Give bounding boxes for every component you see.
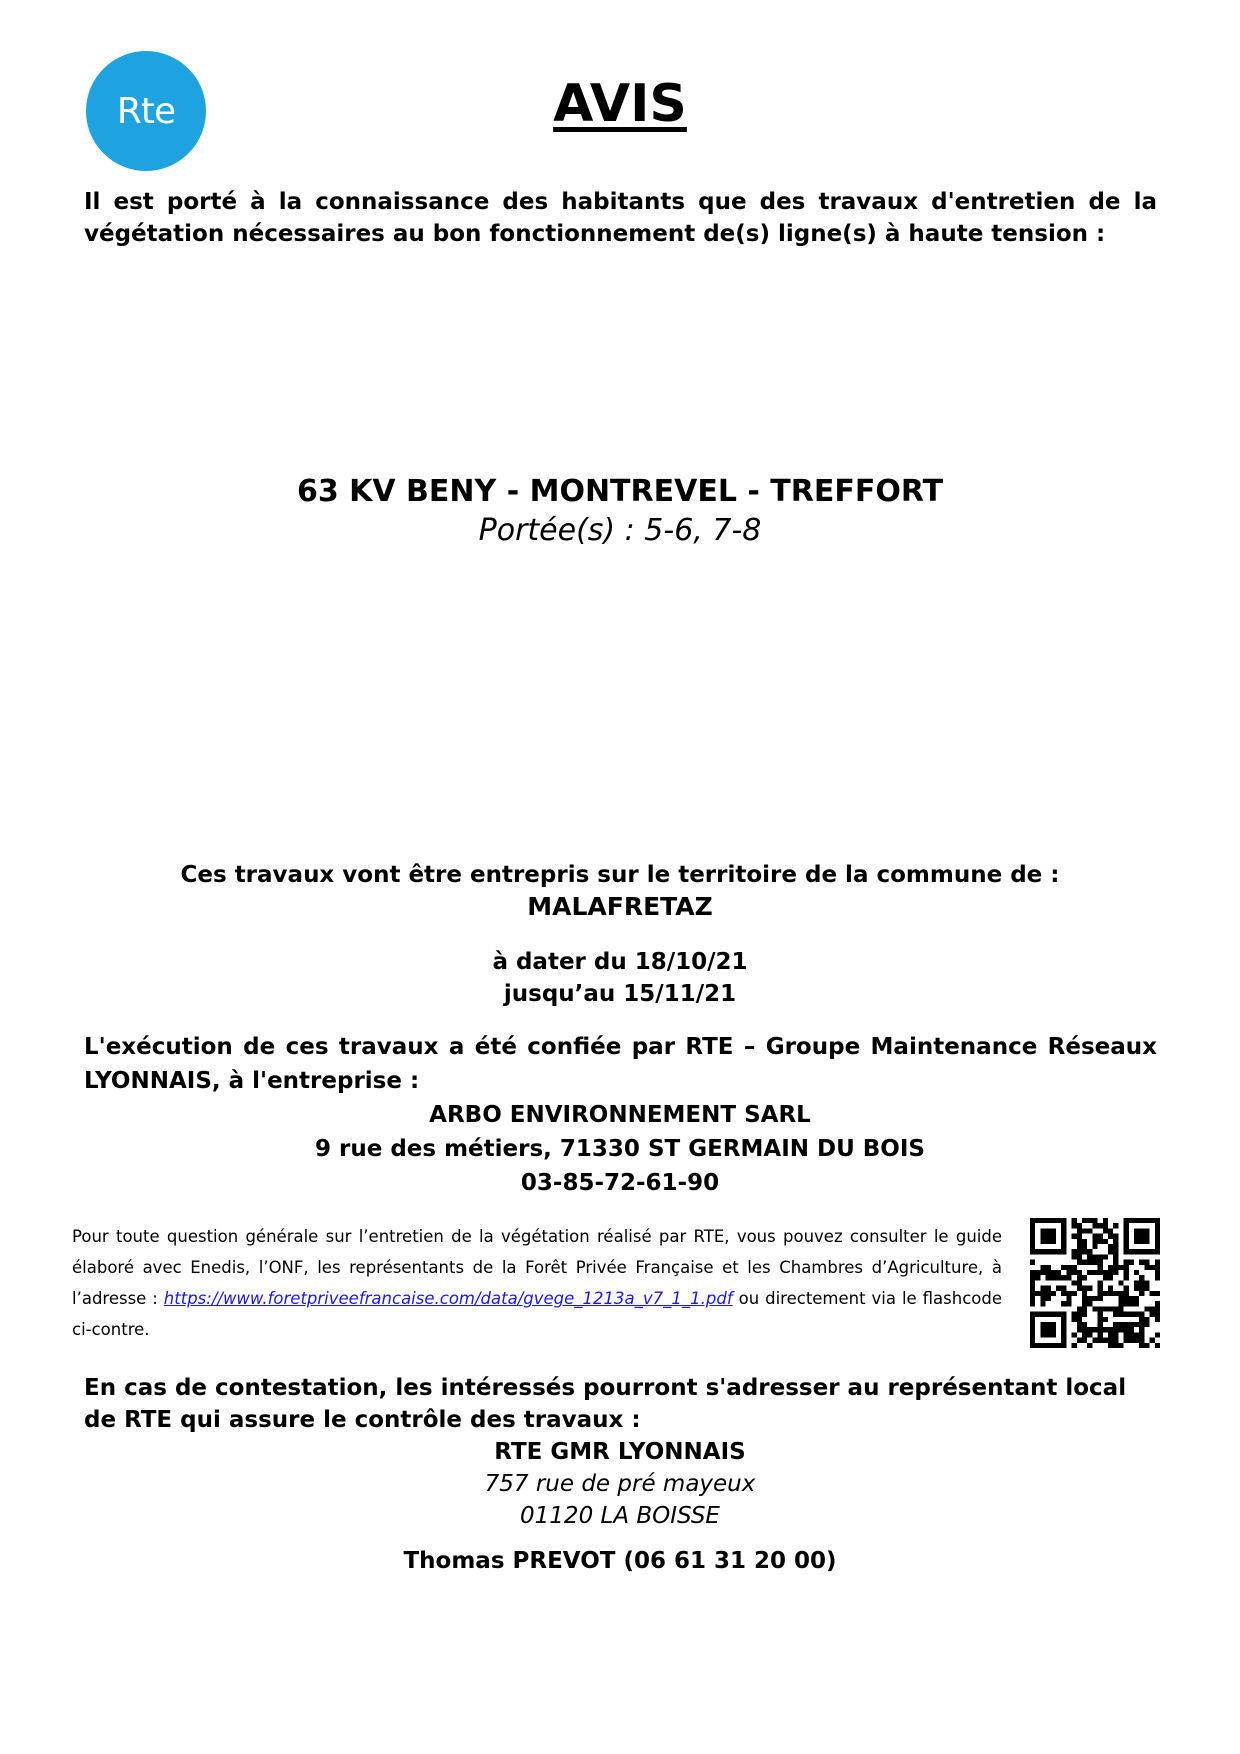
intro-paragraph: Il est porté à la connaissance des habitants que des travaux d'entretien de la végétation nécessaires au bon fonctionnement de(s) ligne(s) à haute tension : <box>84 189 1157 247</box>
representative-address <box>0 1468 1240 1532</box>
end-date: jusqu’au 15/11/21 <box>503 981 737 1007</box>
representative-contact: Thomas PREVOT (06 61 31 20 00) <box>403 1548 837 1574</box>
commune-name: MALAFRETAZ <box>527 892 713 921</box>
rte-logo-text: Rte <box>116 90 176 132</box>
contractor-block <box>0 1098 1240 1200</box>
qr-code-icon <box>1030 1218 1160 1348</box>
contractor-phone: 03-85-72-61-90 <box>520 1170 720 1196</box>
guide-paragraph <box>72 1221 1002 1345</box>
contractor-name: ARBO ENVIRONNEMENT SARL <box>429 1102 811 1128</box>
page-title: AVIS <box>553 74 687 134</box>
guide-text-after: ou directement via le flashcode ci-contre. <box>72 1289 1002 1339</box>
contractor-address: 9 rue des métiers, 71330 ST GERMAIN DU BOIS <box>315 1136 925 1162</box>
guide-text-before: Pour toute question générale sur l’entretien de la végétation réalisé par RTE, vous pouvez consulter le guide élaboré avec Enedis, l’ONF, les représentants de la Forêt Privée Française et les Chambres d’Agriculture, à l’adresse : <box>72 1227 1002 1308</box>
representative-street: 757 rue de pré mayeux <box>484 1471 756 1497</box>
representative-name: RTE GMR LYONNAIS <box>494 1439 746 1465</box>
start-date: à dater du 18/10/21 <box>492 949 748 975</box>
power-line-spans: Portée(s) : 5-6, 7-8 <box>478 513 762 548</box>
contestation-paragraph: En cas de contestation, les intéressés pourront s'adresser au représentant local de RTE qui assure le contrôle des travaux : <box>84 1375 1127 1433</box>
power-line-name: 63 KV BENY - MONTREVEL - TREFFORT <box>296 474 944 509</box>
execution-paragraph: L'exécution de ces travaux a été confiée par RTE – Groupe Maintenance Réseaux LYONNAIS, à l'entreprise : <box>84 1034 1157 1094</box>
guide-link[interactable]: https://www.foretpriveefrancaise.com/data/gvege_1213a_v7_1_1.pdf <box>163 1289 733 1308</box>
work-dates <box>0 946 1240 1010</box>
representative-city: 01120 LA BOISSE <box>520 1503 720 1529</box>
commune-intro: Ces travaux vont être entrepris sur le territoire de la commune de : <box>180 862 1060 888</box>
